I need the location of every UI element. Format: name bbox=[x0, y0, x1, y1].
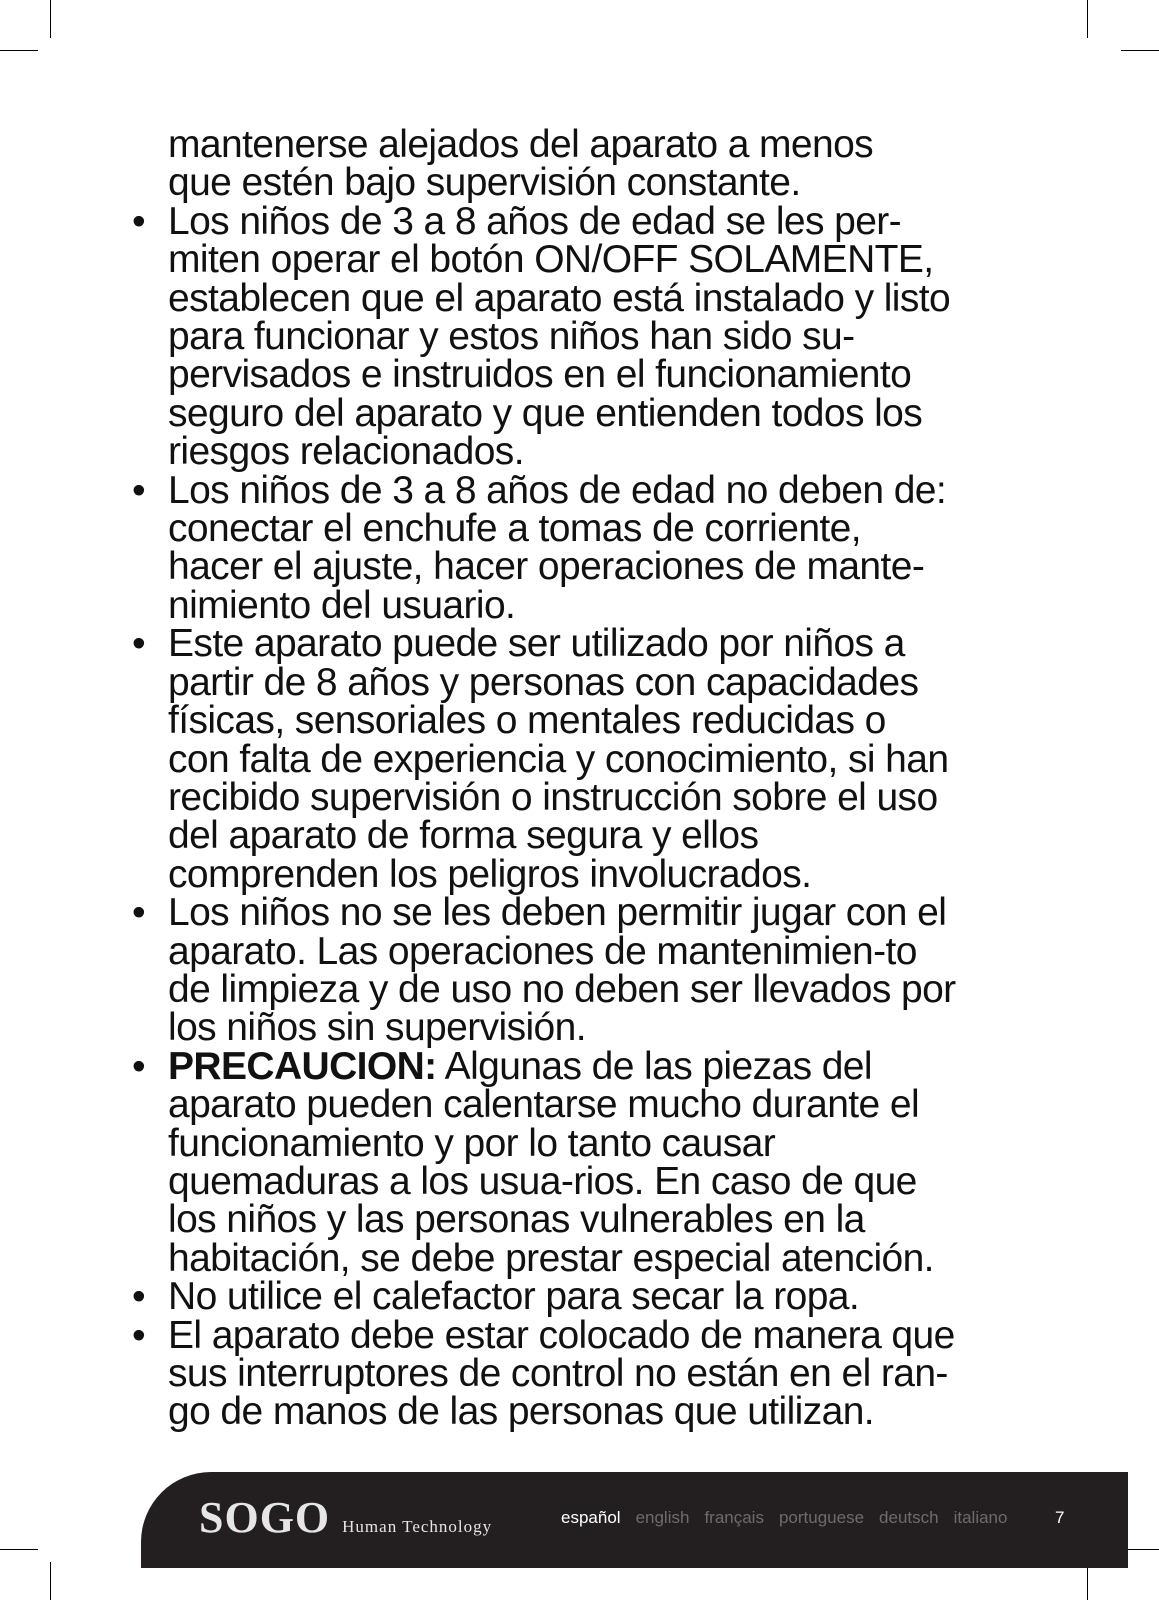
language-item-espanol: español bbox=[561, 1508, 621, 1527]
text-line: funcionamiento y por lo tanto causar bbox=[168, 1121, 776, 1165]
text-line: con falta de experiencia y conocimiento, si han bbox=[168, 737, 949, 781]
text-line: miten operar el botón ON/OFF SOLAMENTE, bbox=[168, 238, 934, 282]
text-line: los niños y las personas vulnerables en la bbox=[168, 1198, 865, 1242]
list-item bbox=[130, 1313, 1060, 1434]
text-line: recibido supervisión o instrucción sobre el uso bbox=[168, 775, 938, 819]
text-line bbox=[168, 1044, 1060, 1088]
text-line: No utilice el calefactor para secar la ropa. bbox=[168, 1275, 860, 1319]
document-body bbox=[130, 123, 1060, 1434]
text-line: los niños sin supervisión. bbox=[168, 1006, 586, 1050]
crop-mark bbox=[0, 1549, 38, 1550]
bullet-icon: • bbox=[132, 622, 146, 666]
text-line: habitación, se debe prestar especial atención. bbox=[168, 1236, 934, 1280]
list-item bbox=[130, 891, 1060, 1050]
text-line: nimiento del usuario. bbox=[168, 583, 516, 627]
bullet-icon: • bbox=[132, 1313, 146, 1357]
text-line: Los niños de 3 a 8 años de edad se les per- bbox=[168, 199, 902, 243]
text-line: mantenerse alejados del aparato a menos bbox=[168, 123, 874, 166]
text-line: hacer el ajuste, hacer operaciones de mante- bbox=[168, 545, 925, 589]
text-line: pervisados e instruidos en el funcionamiento bbox=[168, 353, 912, 397]
text-line: comprenden los peligros involucrados. bbox=[168, 852, 812, 896]
text-line: quemaduras a los usua-rios. En caso de que bbox=[168, 1159, 917, 1203]
text-line: go de manos de las personas que utilizan. bbox=[168, 1390, 875, 1434]
text-line: El aparato debe estar colocado de manera que bbox=[168, 1313, 955, 1357]
text-line: del aparato de forma segura y ellos bbox=[168, 814, 759, 858]
text-line: que estén bajo supervisión constante. bbox=[168, 161, 801, 205]
crop-mark bbox=[1121, 50, 1159, 51]
brand-tagline: Human Technology bbox=[342, 1517, 493, 1536]
list-item bbox=[130, 622, 1060, 896]
bullet-icon: • bbox=[132, 199, 146, 243]
text-line: físicas, sensoriales o mentales reducidas o bbox=[168, 699, 886, 743]
list-item bbox=[130, 468, 1060, 627]
text-fragment: Algunas de las piezas del bbox=[436, 1044, 872, 1088]
text-line: aparato pueden calentarse mucho durante el bbox=[168, 1083, 920, 1127]
language-item-deutsch: deutsch bbox=[879, 1508, 939, 1527]
text-line: riesgos relacionados. bbox=[168, 430, 524, 474]
bullet-icon: • bbox=[132, 1044, 146, 1088]
crop-mark bbox=[50, 0, 51, 38]
caution-label: PRECAUCION: bbox=[168, 1044, 437, 1088]
language-item-portuguese: portuguese bbox=[778, 1508, 865, 1527]
text-line: partir de 8 años y personas con capacidades bbox=[168, 660, 919, 704]
text-line: Los niños de 3 a 8 años de edad no deben de: bbox=[168, 468, 947, 512]
text-line: Los niños no se les deben permitir jugar con el bbox=[168, 891, 947, 935]
crop-mark bbox=[0, 50, 38, 51]
brand-block bbox=[199, 1492, 492, 1543]
list-item bbox=[130, 1044, 1060, 1280]
crop-mark bbox=[50, 1562, 51, 1600]
list-item bbox=[130, 1275, 1060, 1319]
text-line: sus interruptores de control no están en el ran- bbox=[168, 1352, 948, 1395]
text-line: aparato. Las operaciones de mantenimien-to bbox=[168, 929, 917, 973]
list-item bbox=[130, 199, 1060, 474]
crop-mark bbox=[1087, 0, 1088, 38]
page-footer bbox=[141, 1472, 1128, 1568]
continuation-text bbox=[130, 123, 1060, 205]
text-line: Este aparato puede ser utilizado por niños a bbox=[168, 622, 905, 666]
bullet-icon: • bbox=[132, 468, 146, 512]
language-item-english: english bbox=[635, 1508, 690, 1527]
text-line: para funcionar y estos niños han sido su- bbox=[168, 315, 855, 359]
language-item-francais: français bbox=[704, 1508, 764, 1527]
text-line: conectar el enchufe a tomas de corriente, bbox=[168, 507, 861, 551]
language-list bbox=[561, 1508, 1007, 1528]
text-line: seguro del aparato y que entienden todos los bbox=[168, 391, 923, 435]
text-line: de limpieza y de uso no deben ser llevados por bbox=[168, 967, 956, 1011]
safety-bullet-list bbox=[130, 199, 1060, 1434]
page-number: 7 bbox=[1055, 1508, 1065, 1527]
bullet-icon: • bbox=[132, 1275, 146, 1319]
bullet-icon: • bbox=[132, 891, 146, 935]
language-item-italiano: italiano bbox=[953, 1508, 1008, 1527]
text-line: establecen que el aparato está instalado y listo bbox=[168, 276, 951, 320]
brand-logo: SOGO bbox=[199, 1493, 331, 1542]
